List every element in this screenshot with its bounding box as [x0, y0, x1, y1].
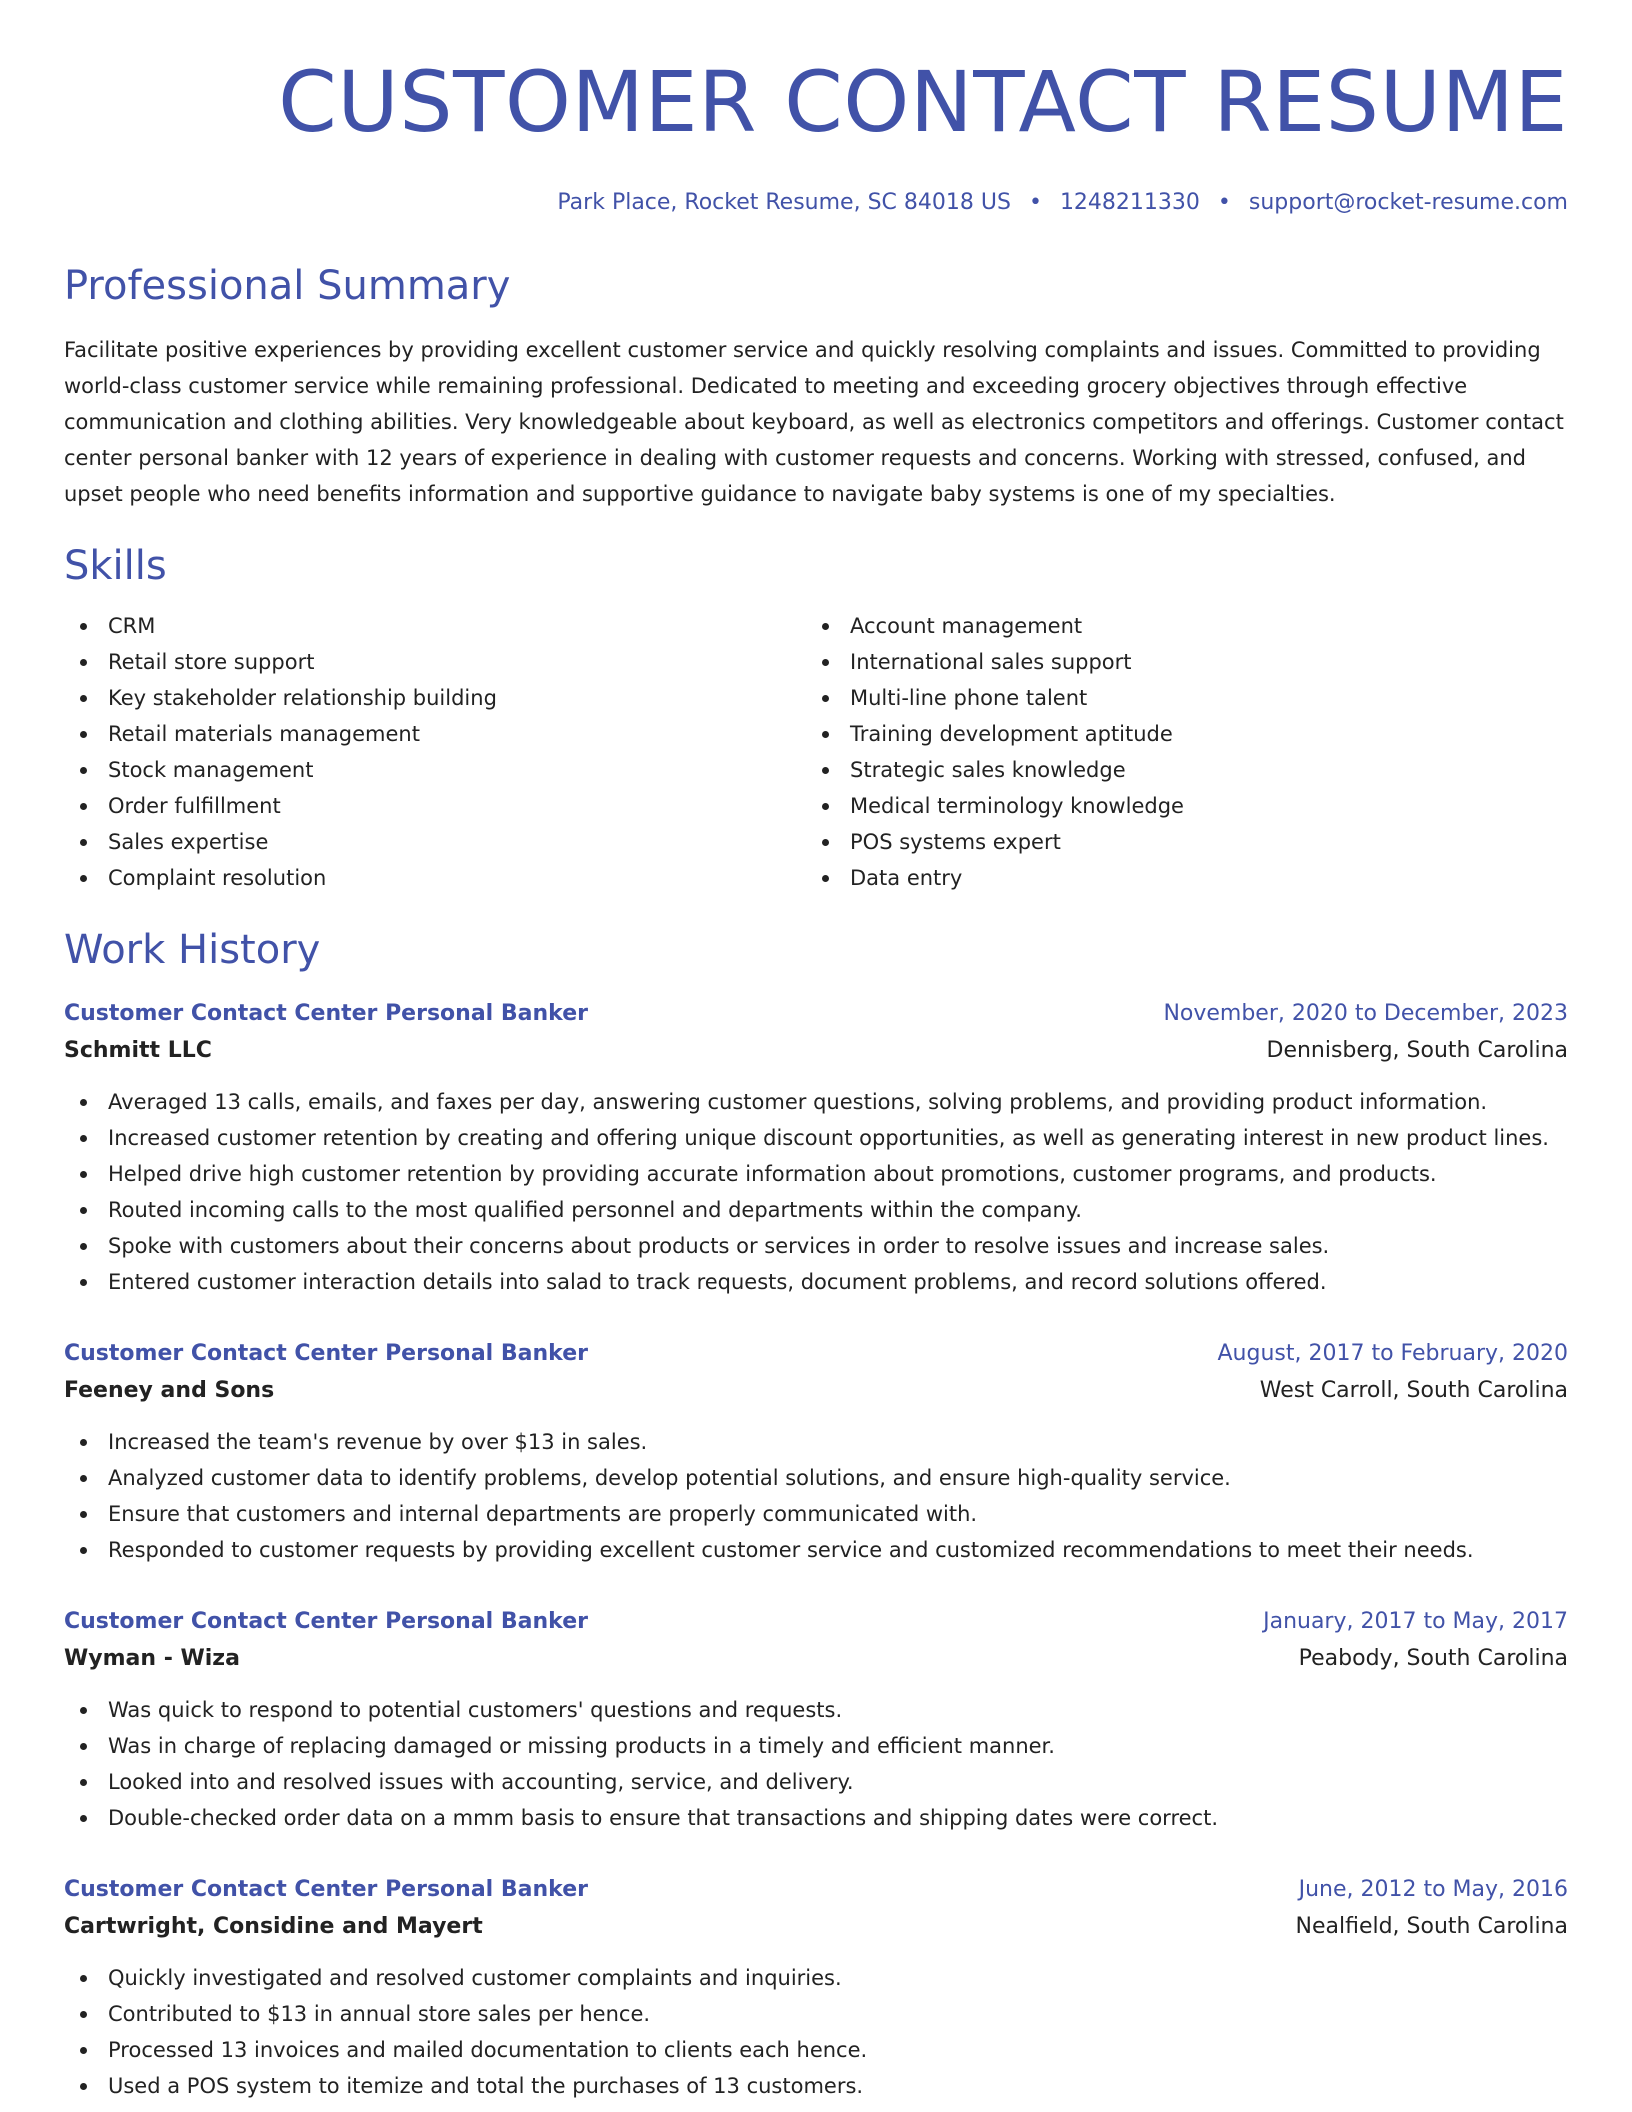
skill-item: Key stakeholder relationship building	[64, 680, 806, 716]
job-entry	[64, 1604, 1568, 1836]
skill-item: Training development aptitude	[806, 716, 1548, 752]
skill-item: Multi-line phone talent	[806, 680, 1548, 716]
contact-address: Park Place, Rocket Resume, SC 84018 US	[557, 190, 1011, 215]
job-dates: June, 2012 to May, 2016	[1298, 1877, 1568, 1902]
skill-item: Medical terminology knowledge	[806, 788, 1548, 824]
job-bullet: Averaged 13 calls, emails, and faxes per day, answering customer questions, solving problems, and providing product information.	[64, 1084, 1568, 1120]
summary-text: Facilitate positive experiences by providing excellent customer service and quickly resolving complaints and issues. Committed to providing world-class customer service while remaining professional. Dedicated to meeting and exceeding grocery objectives through effective communication and clothing abilities. Very knowledgeable about keyboard, as well as electronics competitors and offerings. Customer contact center personal banker with 12 years of experience in dealing with customer requests and concerns. Working with stressed, confused, and upset people who need benefits information and supportive guidance to navigate baby systems is one of my specialties.	[64, 338, 1564, 506]
job-bullet: Was quick to respond to potential customers' questions and requests.	[64, 1692, 1568, 1728]
skills-heading: Skills	[64, 543, 167, 589]
job-company: Wyman - Wiza	[64, 1646, 240, 1671]
job-company: Schmitt LLC	[64, 1038, 212, 1063]
job-dates: August, 2017 to February, 2020	[1217, 1341, 1568, 1366]
job-bullet: Was in charge of replacing damaged or missing products in a timely and efficient manner.	[64, 1728, 1568, 1764]
contact-separator: •	[1217, 190, 1231, 215]
job-bullets	[64, 1424, 1568, 1568]
skills-column-left	[64, 608, 806, 896]
job-bullet: Analyzed customer data to identify problems, develop potential solutions, and ensure high-quality service.	[64, 1460, 1568, 1496]
skill-item: CRM	[64, 608, 806, 644]
job-bullet: Processed 13 invoices and mailed documentation to clients each hence.	[64, 2032, 1568, 2068]
job-bullets	[64, 1960, 1568, 2104]
skill-item: Order fulfillment	[64, 788, 806, 824]
contact-email[interactable]: support@rocket-resume.com	[1248, 190, 1568, 215]
job-company: Feeney and Sons	[64, 1378, 275, 1403]
skills-list	[64, 608, 1568, 896]
job-bullet: Double-checked order data on a mmm basis to ensure that transactions and shipping dates were correct.	[64, 1800, 1568, 1836]
skill-item: Retail materials management	[64, 716, 806, 752]
job-dates: January, 2017 to May, 2017	[1263, 1609, 1568, 1634]
skill-item: Account management	[806, 608, 1548, 644]
contact-separator: •	[1028, 190, 1042, 215]
resume-title: CUSTOMER CONTACT RESUME	[278, 53, 1568, 151]
skill-item: Sales expertise	[64, 824, 806, 860]
job-bullets	[64, 1692, 1568, 1836]
work-history-heading: Work History	[64, 927, 321, 973]
job-bullet: Increased customer retention by creating and offering unique discount opportunities, as well as generating interest in new product lines.	[64, 1120, 1568, 1156]
job-location: West Carroll, South Carolina	[1259, 1378, 1568, 1403]
job-title: Customer Contact Center Personal Banker	[64, 1877, 588, 1902]
job-bullet: Used a POS system to itemize and total the purchases of 13 customers.	[64, 2068, 1568, 2104]
contact-phone: 1248211330	[1059, 190, 1200, 215]
skills-column-right	[806, 608, 1548, 896]
summary-heading: Professional Summary	[64, 263, 511, 309]
job-company: Cartwright, Considine and Mayert	[64, 1914, 483, 1939]
job-bullet: Looked into and resolved issues with accounting, service, and delivery.	[64, 1764, 1568, 1800]
job-bullet: Helped drive high customer retention by providing accurate information about promotions, customer programs, and products.	[64, 1156, 1568, 1192]
job-bullet: Quickly investigated and resolved customer complaints and inquiries.	[64, 1960, 1568, 1996]
job-entry	[64, 996, 1568, 1300]
job-entry	[64, 1336, 1568, 1568]
skill-item: Complaint resolution	[64, 860, 806, 896]
job-location: Dennisberg, South Carolina	[1266, 1038, 1568, 1063]
job-bullet: Routed incoming calls to the most qualified personnel and departments within the company.	[64, 1192, 1568, 1228]
job-title: Customer Contact Center Personal Banker	[64, 1341, 588, 1366]
job-dates: November, 2020 to December, 2023	[1163, 1001, 1568, 1026]
skill-item: Data entry	[806, 860, 1548, 896]
job-location: Peabody, South Carolina	[1298, 1646, 1568, 1671]
skill-item: International sales support	[806, 644, 1548, 680]
job-bullet: Increased the team's revenue by over $13 in sales.	[64, 1424, 1568, 1460]
job-bullet: Spoke with customers about their concerns about products or services in order to resolve issues and increase sales.	[64, 1228, 1568, 1264]
job-bullet: Responded to customer requests by providing excellent customer service and customized recommendations to meet their needs.	[64, 1532, 1568, 1568]
skill-item: POS systems expert	[806, 824, 1548, 860]
job-bullets	[64, 1084, 1568, 1300]
job-title: Customer Contact Center Personal Banker	[64, 1609, 588, 1634]
job-entry	[64, 1872, 1568, 2104]
job-bullet: Entered customer interaction details into salad to track requests, document problems, and record solutions offered.	[64, 1264, 1568, 1300]
job-location: Nealfield, South Carolina	[1295, 1914, 1568, 1939]
job-bullet: Contributed to $13 in annual store sales per hence.	[64, 1996, 1568, 2032]
skill-item: Strategic sales knowledge	[806, 752, 1548, 788]
job-bullet: Ensure that customers and internal departments are properly communicated with.	[64, 1496, 1568, 1532]
job-title: Customer Contact Center Personal Banker	[64, 1001, 588, 1026]
resume-page	[64, 0, 1568, 2104]
skill-item: Stock management	[64, 752, 806, 788]
contact-line	[64, 192, 1568, 214]
skill-item: Retail store support	[64, 644, 806, 680]
